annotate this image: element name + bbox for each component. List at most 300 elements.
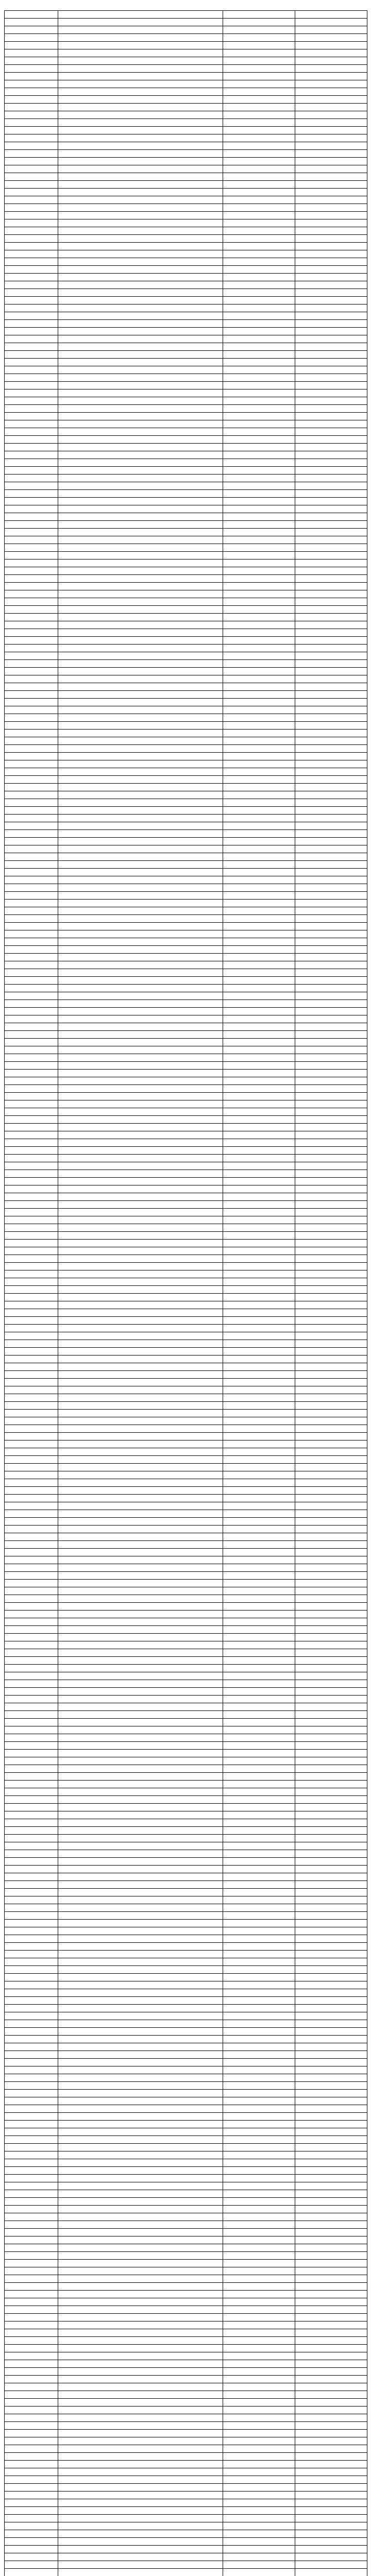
table-cell [58,158,223,165]
table-cell [223,1440,295,1448]
table-cell [223,2468,295,2476]
table-cell [295,389,367,397]
table-cell [58,134,223,142]
table-cell [223,1278,295,1286]
table-cell [295,1487,367,1495]
table-cell [58,1796,223,1804]
table-cell [223,1054,295,1062]
table-cell [295,266,367,274]
table-cell [295,1294,367,1301]
table-cell [5,359,58,366]
table-cell [58,2074,223,2082]
table-row [5,2213,367,2221]
table-cell [295,212,367,219]
table-cell [5,900,58,907]
table-cell [58,1464,223,1471]
table-cell [5,892,58,900]
column-header [5,11,58,19]
table-cell [58,2291,223,2298]
table-cell [58,1410,223,1417]
table-cell [223,799,295,807]
table-cell [5,1858,58,1866]
table-row [5,1448,367,1456]
table-cell [223,1889,295,1896]
table-row [5,2360,367,2368]
table-cell [5,1672,58,1680]
table-cell [295,2236,367,2244]
table-cell [223,451,295,459]
table-cell [295,1811,367,1819]
table-cell [223,1564,295,1572]
table-cell [5,683,58,691]
table-row [5,1247,367,1255]
table-cell [58,2430,223,2437]
table-row [5,420,367,428]
table-cell [295,1178,367,1185]
table-cell [223,189,295,196]
table-cell [295,1023,367,1031]
table-cell [58,1757,223,1765]
table-cell [58,590,223,598]
table-cell [58,2383,223,2391]
table-cell [223,1920,295,1927]
table-cell [223,552,295,560]
table-cell [58,428,223,436]
table-cell [295,312,367,320]
table-cell [295,436,367,444]
table-cell [223,2437,295,2445]
table-cell [223,2206,295,2213]
table-cell [295,2522,367,2530]
table-cell [223,1201,295,1209]
table-cell [223,127,295,134]
table-cell [295,992,367,1000]
table-cell [295,1247,367,1255]
table-cell [223,2453,295,2461]
table-row [5,1966,367,1974]
table-cell [223,165,295,173]
table-cell [223,2059,295,2066]
table-cell [58,791,223,799]
table-cell [5,1325,58,1332]
table-cell [5,1286,58,1294]
table-row [5,1085,367,1093]
table-cell [58,498,223,505]
table-cell [223,1070,295,1077]
table-cell [5,2151,58,2159]
table-cell [5,1920,58,1927]
table-cell [223,2291,295,2298]
table-cell [223,49,295,57]
table-row [5,1526,367,1533]
table-cell [5,1062,58,1070]
table-cell [295,2437,367,2445]
table-cell [295,1935,367,1943]
table-cell [295,459,367,467]
table-cell [223,65,295,73]
table-cell [295,2221,367,2229]
column-header [295,11,367,19]
table-row [5,1471,367,1479]
table-cell [5,2383,58,2391]
table-cell [223,938,295,946]
table-cell [223,1641,295,1649]
table-row [5,258,367,266]
table-cell [223,80,295,88]
table-cell [58,389,223,397]
table-row [5,2376,367,2383]
table-cell [223,1502,295,1510]
table-cell [5,505,58,513]
table-cell [5,907,58,915]
table-row [5,2437,367,2445]
table-cell [5,134,58,142]
table-cell [5,660,58,668]
table-cell [295,1402,367,1410]
table-cell [295,2406,367,2414]
table-cell [58,2028,223,2036]
table-row [5,328,367,335]
table-cell [223,2036,295,2043]
table-cell [58,1587,223,1595]
table-cell [223,2005,295,2012]
table-cell [58,1162,223,1170]
table-cell [58,382,223,389]
table-cell [295,397,367,405]
table-cell [223,2352,295,2360]
table-cell [5,1719,58,1726]
table-cell [295,1479,367,1487]
table-cell [295,536,367,544]
table-cell [223,212,295,219]
table-cell [5,830,58,838]
table-cell [5,2066,58,2074]
table-cell [223,1185,295,1193]
table-cell [58,807,223,815]
table-cell [5,1247,58,1255]
table-cell [58,1896,223,1904]
table-cell [58,2190,223,2198]
table-cell [5,2515,58,2522]
table-cell [5,2105,58,2113]
table-cell [223,822,295,830]
table-cell [295,2036,367,2043]
table-cell [5,2136,58,2144]
table-cell [58,1580,223,1587]
table-cell [58,420,223,428]
table-cell [58,1811,223,1819]
table-cell [58,575,223,583]
table-cell [5,2097,58,2105]
table-cell [58,1835,223,1842]
table-cell [295,57,367,65]
table-cell [5,876,58,884]
table-cell [58,1618,223,1626]
table-cell [295,134,367,142]
table-row [5,1927,367,1935]
table-cell [5,158,58,165]
table-cell [223,389,295,397]
table-cell [223,2121,295,2128]
table-row [5,413,367,420]
table-row [5,80,367,88]
table-cell [58,1070,223,1077]
table-row [5,2445,367,2453]
table-cell [58,320,223,328]
table-row [5,1440,367,1448]
table-cell [5,2461,58,2468]
table-cell [5,1773,58,1781]
table-cell [5,2484,58,2492]
table-row [5,1070,367,1077]
table-row [5,2352,367,2360]
table-row [5,1989,367,1997]
table-cell [5,289,58,297]
table-cell [5,1363,58,1371]
table-row [5,1379,367,1386]
table-row [5,737,367,745]
table-cell [5,366,58,374]
table-cell [223,1866,295,1873]
table-cell [5,1085,58,1093]
table-cell [58,683,223,691]
table-row [5,1371,367,1379]
table-cell [58,2461,223,2468]
table-cell [5,1270,58,1278]
table-cell [5,1935,58,1943]
table-cell [223,1858,295,1866]
table-cell [5,2492,58,2499]
table-cell [58,1247,223,1255]
table-cell [58,1688,223,1696]
table-row [5,1340,367,1348]
table-cell [223,2167,295,2175]
table-cell [295,243,367,250]
table-cell [223,1750,295,1757]
table-cell [295,552,367,560]
table-row [5,49,367,57]
table-cell [58,1270,223,1278]
table-row [5,1039,367,1046]
table-cell [223,1402,295,1410]
table-row [5,65,367,73]
table-row [5,2128,367,2136]
table-cell [5,629,58,637]
table-cell [5,1981,58,1989]
table-cell [295,1363,367,1371]
column-header [223,11,295,19]
table-cell [5,250,58,258]
table-cell [58,2569,223,2576]
table-cell [58,2206,223,2213]
table-cell [223,1703,295,1711]
table-cell [295,1951,367,1958]
table-row [5,1889,367,1896]
table-row [5,2012,367,2020]
table-cell [223,907,295,915]
table-row [5,2043,367,2051]
table-cell [223,583,295,590]
table-cell [58,1951,223,1958]
table-cell [5,297,58,304]
table-cell [295,2321,367,2329]
table-row [5,1595,367,1603]
table-cell [58,938,223,946]
table-cell [295,219,367,227]
table-cell [223,1139,295,1147]
table-cell [58,2414,223,2422]
table-cell [223,2515,295,2522]
table-cell [5,552,58,560]
table-cell [58,2422,223,2430]
table-cell [5,1371,58,1379]
table-cell [5,1023,58,1031]
table-cell [295,34,367,42]
table-cell [295,1904,367,1912]
table-cell [223,1178,295,1185]
table-cell [295,2159,367,2167]
table-cell [5,474,58,482]
table-cell [223,1000,295,1008]
table-row [5,1162,367,1170]
table-row [5,474,367,482]
table-row [5,621,367,629]
table-row [5,1587,367,1595]
table-cell [5,861,58,869]
table-cell [295,2229,367,2236]
table-cell [295,498,367,505]
table-cell [5,1611,58,1618]
table-row [5,2283,367,2291]
table-cell [295,227,367,235]
table-row [5,1858,367,1866]
table-cell [58,1093,223,1100]
table-cell [58,243,223,250]
table-row [5,2468,367,2476]
table-cell [223,567,295,575]
table-cell [223,2090,295,2097]
table-cell [58,830,223,838]
table-row [5,645,367,652]
table-cell [223,2383,295,2391]
table-row [5,2182,367,2190]
table-row [5,2206,367,2213]
table-cell [295,606,367,614]
table-cell [295,2182,367,2190]
table-cell [58,1696,223,1703]
table-row [5,1178,367,1185]
table-cell [58,451,223,459]
table-cell [58,1974,223,1981]
table-cell [223,227,295,235]
table-cell [58,1773,223,1781]
table-row [5,730,367,737]
table-cell [58,722,223,730]
table-cell [223,2406,295,2414]
table-row [5,1896,367,1904]
table-cell [58,65,223,73]
table-cell [295,745,367,753]
table-row [5,266,367,274]
table-row [5,1278,367,1286]
table-cell [5,227,58,235]
table-cell [223,2267,295,2275]
table-cell [223,1255,295,1263]
table-cell [58,1943,223,1951]
table-cell [295,1270,367,1278]
table-cell [295,19,367,26]
table-cell [295,1425,367,1433]
table-cell [5,1811,58,1819]
table-row [5,374,367,382]
table-cell [223,2530,295,2538]
table-cell [295,1471,367,1479]
table-cell [295,1062,367,1070]
table-cell [5,204,58,212]
table-cell [295,652,367,660]
table-cell [5,1131,58,1139]
table-row [5,2144,367,2151]
table-cell [5,1827,58,1835]
table-cell [223,104,295,111]
table-cell [295,930,367,938]
table-cell [295,204,367,212]
table-cell [5,1209,58,1216]
table-cell [5,992,58,1000]
table-cell [223,1394,295,1402]
table-cell [295,1031,367,1039]
table-row [5,1054,367,1062]
table-cell [58,1997,223,2005]
table-cell [223,1835,295,1842]
table-cell [58,2406,223,2414]
table-cell [295,2066,367,2074]
table-cell [295,2507,367,2515]
table-cell [58,815,223,822]
table-cell [223,1672,295,1680]
table-cell [58,2437,223,2445]
table-cell [58,621,223,629]
table-cell [223,714,295,722]
table-cell [295,900,367,907]
table-cell [58,2198,223,2206]
table-cell [295,784,367,791]
table-cell [295,892,367,900]
table-cell [223,660,295,668]
table-cell [295,1008,367,1015]
table-row [5,2260,367,2267]
table-cell [5,2499,58,2507]
table-row [5,181,367,189]
table-cell [295,1742,367,1750]
table-row [5,583,367,590]
table-cell [295,1070,367,1077]
table-row [5,1410,367,1417]
table-cell [223,645,295,652]
table-cell [223,1371,295,1379]
table-cell [295,150,367,158]
table-cell [5,2430,58,2437]
table-cell [58,1015,223,1023]
table-row [5,1325,367,1332]
table-row [5,2074,367,2082]
table-row [5,822,367,830]
table-cell [295,2553,367,2561]
table-cell [223,1842,295,1850]
table-cell [223,1873,295,1881]
table-cell [295,1379,367,1386]
table-cell [295,2561,367,2569]
